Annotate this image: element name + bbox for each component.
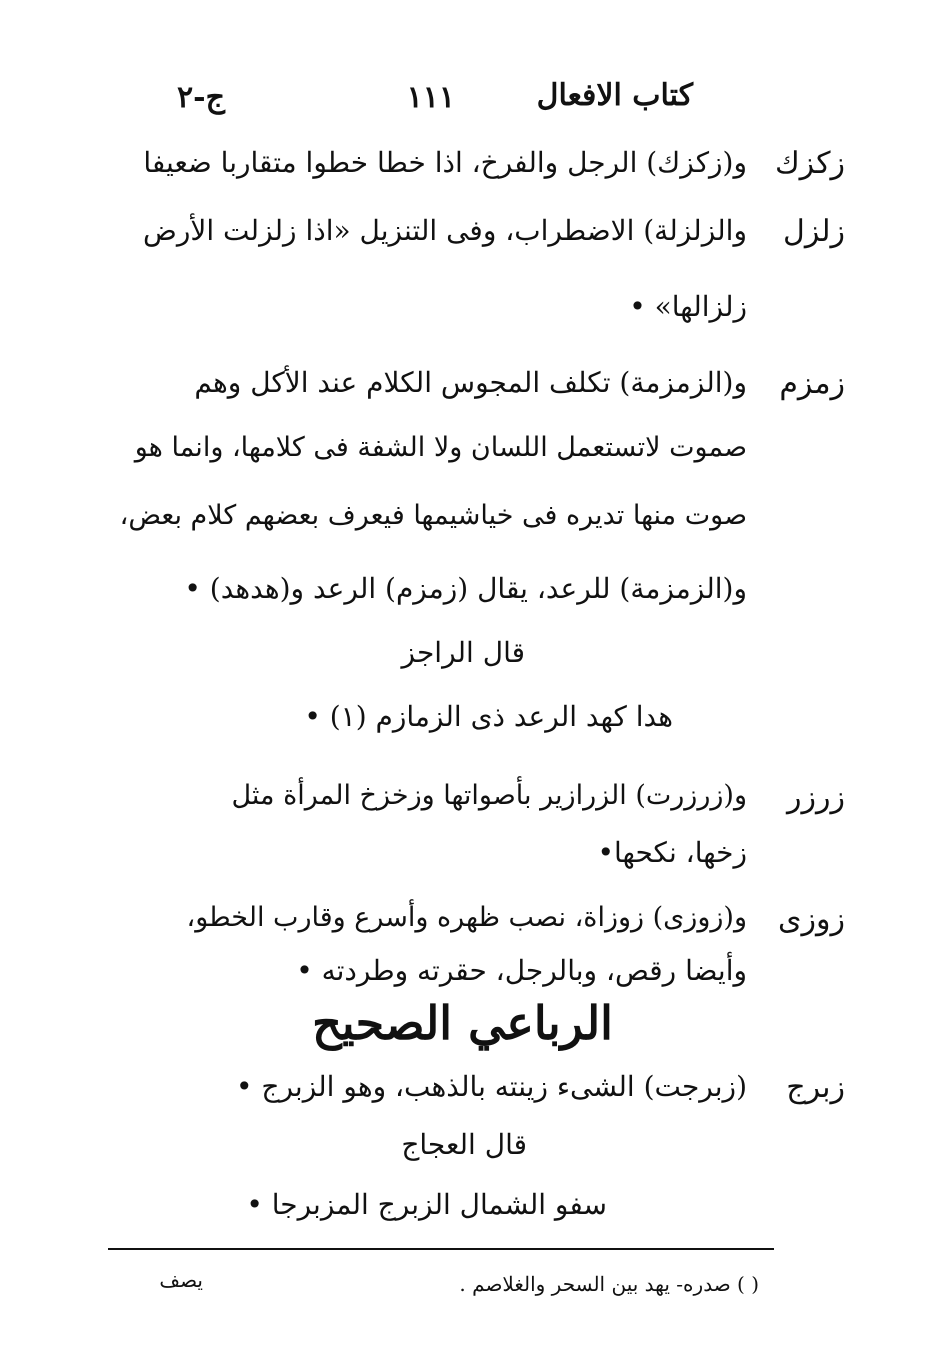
verse-attribution: قال الراجز bbox=[401, 636, 525, 669]
entry-line: زلزالها» • bbox=[629, 290, 747, 323]
entry-line: زخها، نكحها• bbox=[597, 836, 747, 869]
headword-zalzal: زلزل bbox=[783, 214, 845, 249]
entry-line: صموت لاتستعمل اللسان ولا الشفة فى كلامها، وانما هو bbox=[134, 432, 747, 463]
entry-line: و(الزمزمة) للرعد، يقال (زمزم) الرعد و(هدهد) • bbox=[184, 572, 747, 605]
entry-line: و(زكزك) الرجل والفرخ، اذا خطا خطوا متقاربا ضعيفا bbox=[143, 146, 747, 179]
footnote-text: ( ) صدره- يهد بين السحر والغلاصم . bbox=[459, 1272, 759, 1296]
headword-zawza: زوزى bbox=[778, 902, 845, 937]
book-title: كتاب الافعال bbox=[536, 78, 693, 113]
headword-zamzam: زمزم bbox=[779, 366, 845, 401]
entry-line: والزلزلة) الاضطراب، وفى التنزيل «اذا زلزلت الأرض bbox=[143, 214, 747, 247]
verse-line: سفو الشمال الزبرج المزبرجا • bbox=[246, 1188, 607, 1221]
volume-number: ج-٢ bbox=[177, 80, 225, 115]
verse-line: هدا كهد الرعد ذى الزمازم (١) • bbox=[304, 700, 673, 733]
verse-attribution: قال العجاج bbox=[401, 1128, 527, 1161]
entry-line: (زبرجت) الشىء زينته بالذهب، وهو الزبرج • bbox=[235, 1070, 747, 1103]
section-title: الرباعي الصحيح bbox=[312, 996, 613, 1050]
headword-zabraj: زبرج bbox=[786, 1070, 845, 1105]
footnote-divider bbox=[108, 1248, 774, 1250]
headword-zarzar: زرزر bbox=[787, 780, 845, 815]
entry-line: وأيضا رقص، وبالرجل، حقرته وطردته • bbox=[296, 954, 747, 987]
entry-line: و(زوزى) زوزاة، نصب ظهره وأسرع وقارب الخطو، bbox=[186, 902, 747, 933]
entry-line: و(الزمزمة) تكلف المجوس الكلام عند الأكل وهم bbox=[194, 366, 747, 399]
headword-zakzak: زكزك bbox=[774, 146, 845, 181]
page-number: ١١١ bbox=[406, 80, 455, 115]
catchword: يصف bbox=[159, 1268, 203, 1292]
entry-line: صوت منها تديره فى خياشيمها فيعرف بعضهم كلام بعض، bbox=[119, 500, 747, 531]
entry-line: و(زرزرت) الزرازير بأصواتها وزخزخ المرأة مثل bbox=[231, 780, 747, 811]
